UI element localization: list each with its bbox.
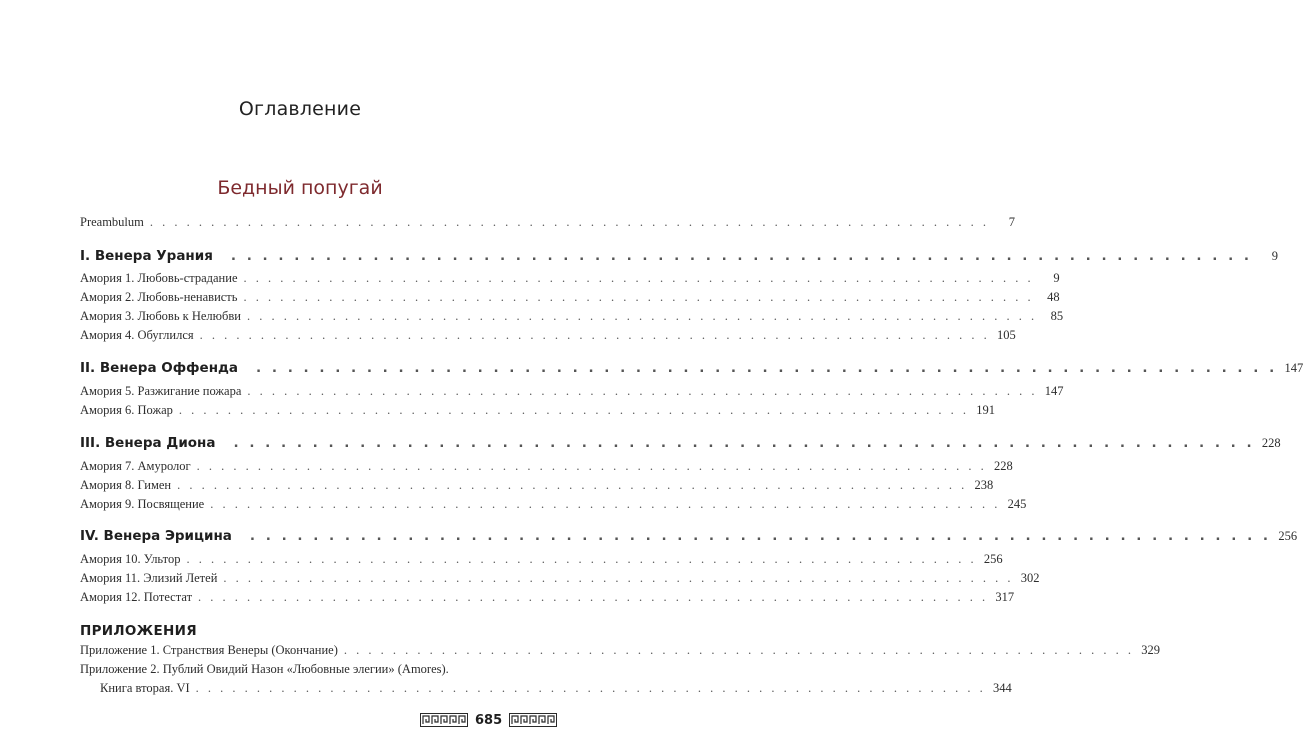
toc-entry-label: Амория 11. Элизий Летей (80, 571, 218, 585)
toc-entry-label: Книга вторая. VI (100, 681, 190, 695)
dot-leader: . . . . . . . . . . . . . . . . . . . . . . . . . . . . . . . . . . . . . . . . . . . . . . . . . . . . . . . . . . . . . . . . . (186, 552, 977, 566)
dot-leader: . . . . . . . . . . . . . . . . . . . . . . . . . . . . . . . . . . . . . . . . . . . . . . . . . . . . . . . . . . . . . . . . . (233, 435, 1255, 451)
toc-entry-page: 85 (1050, 309, 1064, 323)
dot-leader: . . . . . . . . . . . . . . . . . . . . . . . . . . . . . . . . . . . . . . . . . . . . . . . . . . . . . . . . . . . . . . . . . (249, 528, 1272, 544)
dot-leader: . . . . . . . . . . . . . . . . . . . . . . . . . . . . . . . . . . . . . . . . . . . . . . . . . . . . . . . . . . . . . . . . . (223, 571, 1014, 585)
dot-leader: . . . . . . . . . . . . . . . . . . . . . . . . . . . . . . . . . . . . . . . . . . . . . . . . . . . . . . . . . . . . . . . . . (195, 681, 986, 695)
toc-entry-label: Амория 3. Любовь к Нелюбви (80, 309, 241, 323)
toc-part-label: I. Венера Урания (80, 248, 213, 264)
dot-leader: . . . . . . . . . . . . . . . . . . . . . . . . . . . . . . . . . . . . . . . . . . . . . . . . . . . . . . . . . . . . . . . . . (199, 328, 990, 342)
book-title: Бедный попугай (217, 177, 383, 199)
toc-entry-label: Амория 12. Потестат (80, 590, 193, 604)
greek-key-ornament-icon (420, 713, 468, 727)
appendix-heading: ПРИЛОЖЕНИЯ (80, 623, 197, 639)
dot-leader: . . . . . . . . . . . . . . . . . . . . . . . . . . . . . . . . . . . . . . . . . . . . . . . . . . . . . . . . . . . . . . . . . (178, 403, 970, 417)
toc-entry[interactable] (80, 459, 1013, 475)
toc-entry[interactable] (80, 328, 1016, 344)
toc-entry-label: Амория 7. Амуролог (80, 459, 191, 473)
toc-entry[interactable] (80, 403, 996, 419)
toc-part-label: III. Венера Диона (80, 435, 216, 451)
toc-entry[interactable] (80, 384, 1064, 400)
dot-leader: . . . . . . . . . . . . . . . . . . . . . . . . . . . . . . . . . . . . . . . . . . . . . . . . . . . . . . . . . . . . . . . . . (243, 271, 1034, 285)
dot-leader: . . . . . . . . . . . . . . . . . . . . . . . . . . . . . . . . . . . . . . . . . . . . . . . . . . . . . . . . . . . . . . . . . (230, 248, 1253, 264)
toc-entry-label: Амория 1. Любовь-страдание (80, 271, 238, 285)
toc-entry-page: 7 (1008, 215, 1016, 229)
page-footer (420, 712, 580, 728)
toc-entry-page: 256 (983, 552, 1003, 566)
toc-part[interactable] (80, 248, 1279, 266)
dot-leader: . . . . . . . . . . . . . . . . . . . . . . . . . . . . . . . . . . . . . . . . . . . . . . . . . . . . . . . . . . . . . . . . . (198, 590, 989, 604)
dot-leader: . . . . . . . . . . . . . . . . . . . . . . . . . . . . . . . . . . . . . . . . . . . . . . . . . . . . . . . . . . . . . . . . . (343, 643, 1134, 657)
toc-entry-label: Амория 9. Посвящение (80, 497, 205, 511)
toc-entry-page: 344 (993, 681, 1012, 695)
toc-part-page: 256 (1278, 529, 1298, 543)
dot-leader: . . . . . . . . . . . . . . . . . . . . . . . . . . . . . . . . . . . . . . . . . . . . . . . . . . . . . . . . . . . . . . . . . (196, 459, 987, 473)
dot-leader: . . . . . . . . . . . . . . . . . . . . . . . . . . . . . . . . . . . . . . . . . . . . . . . . . . . . . . . . . . . . . . . . . (243, 290, 1034, 304)
toc-entry-label: Приложение 1. Странствия Венеры (Окончание) (80, 643, 338, 657)
page-number: 685 (475, 712, 503, 728)
toc-part-page: 228 (1261, 436, 1281, 450)
toc-entry-label: Амория 8. Гимен (80, 478, 172, 492)
toc-entry-page: 329 (1141, 643, 1160, 657)
greek-key-ornament-icon (509, 713, 557, 727)
toc-entry[interactable] (100, 681, 1012, 697)
toc-entry[interactable] (80, 309, 1064, 325)
toc-part-page: 147 (1284, 361, 1303, 375)
dot-leader: . . . . . . . . . . . . . . . . . . . . . . . . . . . . . . . . . . . . . . . . . . . . . . . . . . . . . . . . . . . . . . . . . (210, 497, 1001, 511)
toc-entry-page: 245 (1007, 497, 1027, 511)
toc-entry-label: Амория 2. Любовь-ненависть (80, 290, 238, 304)
dot-leader: . . . . . . . . . . . . . . . . . . . . . . . . . . . . . . . . . . . . . . . . . . . . . . . . . . . . . . . . . . . . . . . . . . . . . (149, 215, 990, 229)
dot-leader: . . . . . . . . . . . . . . . . . . . . . . . . . . . . . . . . . . . . . . . . . . . . . . . . . . . . . . . . . . . . . . . . . (256, 360, 1278, 376)
toc-entry[interactable] (80, 552, 1003, 568)
toc-part[interactable] (80, 435, 1281, 453)
toc-entry-label: Preambulum (80, 215, 144, 229)
page-title: Оглавление (238, 98, 362, 120)
dot-leader: . . . . . . . . . . . . . . . . . . . . . . . . . . . . . . . . . . . . . . . . . . . . . . . . . . . . . . . . . . . . . . . . . (177, 478, 968, 492)
toc-entry[interactable] (80, 478, 994, 494)
toc-entry-page: 48 (1047, 290, 1060, 304)
toc-entry-page: 9 (1053, 271, 1060, 285)
toc-entry[interactable] (80, 215, 1016, 231)
toc-entry-page: 317 (995, 590, 1015, 604)
toc-part[interactable] (80, 360, 1303, 378)
toc-entry[interactable] (80, 590, 1015, 606)
toc-entry-label: Амория 10. Ультор (80, 552, 181, 566)
toc-entry[interactable] (80, 497, 1027, 513)
toc-part[interactable] (80, 528, 1298, 546)
toc-entry[interactable] (80, 290, 1060, 306)
toc-part-label: II. Венера Оффенда (80, 360, 239, 376)
toc-entry-label: Амория 4. Обуглился (80, 328, 194, 342)
toc-entry-page: 228 (994, 459, 1013, 473)
toc-entry[interactable] (80, 643, 1160, 659)
toc-entry-page: 105 (997, 328, 1016, 342)
toc-entry-page: 238 (974, 478, 994, 492)
toc-entry[interactable] (80, 571, 1040, 587)
toc-entry-label: Амория 5. Разжигание пожара (80, 384, 242, 398)
toc-part-page: 9 (1271, 249, 1279, 263)
toc-entry-page: 147 (1044, 384, 1064, 398)
dot-leader: . . . . . . . . . . . . . . . . . . . . . . . . . . . . . . . . . . . . . . . . . . . . . . . . . . . . . . . . . . . . . . . . . (247, 384, 1038, 398)
toc-entry-page: 191 (976, 403, 996, 417)
toc-entry-label: Амория 6. Пожар (80, 403, 173, 417)
toc-part-label: IV. Венера Эрицина (80, 528, 232, 544)
toc-entry-label-line[interactable]: Приложение 2. Публий Овидий Назон «Любовные элегии» (Amores). (80, 662, 449, 676)
toc-entry-page: 302 (1020, 571, 1040, 585)
toc-entry[interactable] (80, 271, 1060, 287)
dot-leader: . . . . . . . . . . . . . . . . . . . . . . . . . . . . . . . . . . . . . . . . . . . . . . . . . . . . . . . . . . . . . . . . . (246, 309, 1038, 323)
